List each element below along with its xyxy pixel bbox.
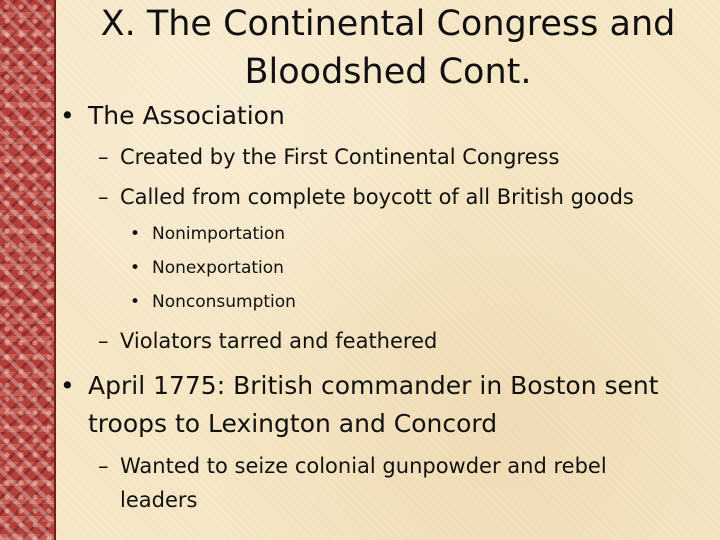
subbullet-violators — [98, 326, 437, 357]
title-line-2: Bloodshed Cont. — [244, 52, 532, 92]
bullet-text: troops to Lexington and Concord — [88, 409, 498, 438]
subbullet-text: Created by the First Continental Congress — [120, 145, 560, 169]
subbullet-created-by — [98, 142, 559, 173]
bullet-april-1775-continued — [88, 406, 497, 442]
subbullet-text: Called from complete boycott of all British goods — [120, 185, 634, 209]
bullet-text: The Association — [88, 101, 285, 130]
bullet-marker: • — [60, 101, 75, 130]
decorative-border-strip — [0, 0, 56, 540]
bullet-association — [60, 98, 285, 134]
subbullet-text: Wanted to seize colonial gunpowder and rebel — [120, 454, 607, 478]
dash-marker: – — [98, 454, 109, 478]
subbullet-wanted — [98, 451, 607, 482]
subsubbullet-text: Nonimportation — [152, 224, 286, 244]
subsubbullet-nonexportation — [130, 256, 284, 281]
subbullet-wanted-continued — [120, 485, 197, 516]
subsubbullet-text: Nonconsumption — [152, 292, 296, 312]
slide-title — [56, 0, 720, 96]
subbullet-text: leaders — [120, 488, 198, 512]
subsubbullet-nonconsumption — [130, 290, 296, 315]
bullet-marker: • — [130, 258, 141, 278]
dash-marker: – — [98, 145, 109, 169]
subbullet-called-from — [98, 182, 634, 213]
bullet-april-1775 — [60, 368, 659, 404]
subsubbullet-nonimportation — [130, 222, 285, 247]
dash-marker: – — [98, 329, 109, 353]
subsubbullet-text: Nonexportation — [152, 258, 284, 278]
title-line-1: X. The Continental Congress and — [100, 4, 676, 44]
bullet-marker: • — [130, 292, 141, 312]
border-pattern — [0, 0, 54, 540]
subbullet-text: Violators tarred and feathered — [120, 329, 438, 353]
bullet-marker: • — [130, 224, 141, 244]
bullet-marker: • — [60, 371, 75, 400]
dash-marker: – — [98, 185, 109, 209]
bullet-text: April 1775: British commander in Boston sent — [88, 371, 659, 400]
